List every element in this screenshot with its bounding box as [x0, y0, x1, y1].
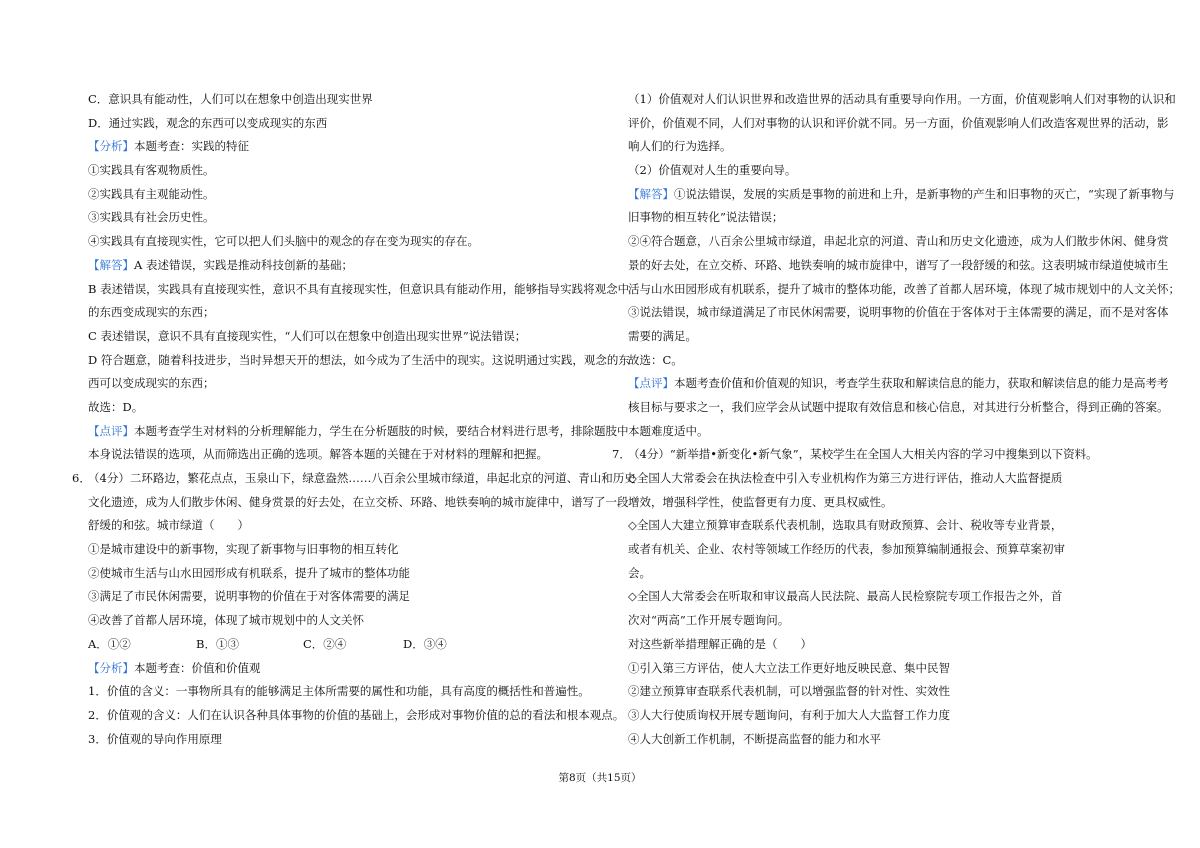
answer-tag: 【解答】 [88, 257, 134, 272]
question-6-analysis-text: 本题考查：价值和价值观 [134, 660, 261, 675]
right-line-9: 活与山水田园形成有机联系，提升了城市的整体功能，改善了首都人居环境，体现了城市规划中的人文关怀； [628, 281, 1180, 296]
question-6-statement-2: ②使城市生活与山水田园形成有机联系，提升了城市的整体功能 [88, 565, 410, 580]
right-line-14: 核目标与要求之一，我们应学会从试题中提取有效信息和核心信息，对其进行分析整合，得到正确的答案。 [628, 399, 1169, 414]
answer-b-1: B 表述错误，实践具有直接现实性，意识不具有直接现实性，但意识具有能动作用，能够指导实践将观念中 [88, 281, 630, 296]
question-6-line-1 [72, 467, 636, 491]
review-tag-2: 【点评】 [628, 376, 674, 391]
value-view-guide: 3．价值观的导向作用原理 [88, 731, 222, 746]
page-footer: 第8页（共15页） [558, 772, 642, 784]
right-line-15: 本题难度适中。 [628, 423, 709, 438]
question-7-statement-2: ②建立预算审查联系代表机制，可以增强监督的针对性、实效性 [628, 684, 950, 699]
question-6-stem-1: （4分）二环路边，繁花点点，玉泉山下，绿意盎然……八百余公里城市绿道，串起北京的河道、青山和历史 [88, 471, 636, 485]
question-7-stem: （4分）“新举措•新变化•新气象”，某校学生在全国人大相关内容的学习中搜集到以下资料。 [628, 447, 1098, 462]
question-6-statement-4: ④改善了首都人居环境，体现了城市规划中的人文关怀 [88, 613, 364, 628]
question-6-statement-3: ③满足了市民休闲需要，说明事物的价值在于对客体需要的满足 [88, 589, 410, 604]
right-review-line [612, 372, 1169, 396]
option-c-choice: C．②④ [303, 636, 347, 651]
material-2c: 会。 [628, 565, 651, 580]
right-line-11: 需要的满足。 [628, 328, 697, 343]
right-line-1: （1）价值观对人们认识世界和改造世界的活动具有重要导向作用。一方面，价值观影响人们对事物的认识和 [628, 92, 1176, 106]
material-2b: 或者有机关、企业、农村等领域工作经历的代表，参加预算编制通报会、预算草案初审 [628, 542, 1065, 557]
question-7-number: 7． [612, 447, 631, 462]
answer-d-2: 西可以变成现实的东西； [88, 376, 215, 391]
option-a: A．①② [88, 636, 131, 651]
right-line-2: 评价，价值观不同，人们对事物的认识和评价就不同。另一方面，价值观影响人们改造客观世界的活动，影 [628, 115, 1169, 130]
analysis-text: 本题考查：实践的特征 [134, 139, 249, 154]
review-tag: 【点评】 [88, 423, 134, 438]
answer-a: A 表述错误，实践是推动科技创新的基础； [134, 257, 353, 272]
question-6-stem-3: 舒缓的和弦。城市绿道（ ） [88, 518, 249, 533]
question-6-options [72, 633, 592, 657]
right-line-4: （2）价值观对人生的重要向导。 [628, 163, 797, 178]
answer-line [72, 254, 592, 278]
right-line-5: ①说法错误，发展的实质是事物的前进和上升，是新事物的产生和旧事物的灭亡，“实现了新事物与 [674, 186, 1175, 201]
question-7-statement-4: ④人大创新工作机制，不断提高监督的能力和水平 [628, 731, 881, 746]
answer-c: C 表述错误，意识不具有直接现实性，“人们可以在想象中创造出现实世界”说法错误； [88, 328, 527, 343]
question-7-statement-3: ③人大行使质询权开展专题询问，有利于加大人大监督工作力度 [628, 707, 950, 722]
question-7-line-1 [612, 443, 1132, 467]
option-d-choice: D．③④ [403, 636, 447, 651]
material-3b: 次对“两高”工作开展专题询问。 [628, 613, 790, 628]
analysis-point-3: ③实践具有社会历史性。 [88, 210, 215, 225]
option-b: B．①③ [196, 636, 239, 651]
question-7-statement-1: ①引入第三方评估，使人大立法工作更好地反映民意、集中民智 [628, 660, 950, 675]
analysis-tag-2: 【分析】 [88, 660, 134, 675]
choose-line: 故选：D。 [88, 399, 144, 414]
question-6-stem-2: 文化遗迹，成为人们散步休闲、健身赏景的好去处，在立交桥、环路、地铁奏响的城市旋律中，谱写了一段 [88, 494, 629, 509]
analysis-point-2: ②实践具有主观能动性。 [88, 186, 215, 201]
value-definition: 1．价值的含义：一事物所具有的能够满足主体所需要的属性和功能，具有高度的概括性和普遍性。 [88, 684, 590, 699]
review-text-1: 本题考查学生对材料的分析理解能力，学生在分析题肢的时候，要结合材料进行思考，排除题肢中 [134, 423, 629, 438]
value-view-definition: 2．价值观的含义：人们在认识各种具体事物的价值的基础上，会形成对事物价值的总的看法和根本观点。 [88, 707, 625, 722]
right-line-10: ③说法错误，城市绿道满足了市民休闲需要，说明事物的价值在于客体对于主体需要的满足，而不是对客体 [628, 305, 1169, 320]
right-line-6: 旧事物的相互转化”说法错误； [628, 210, 784, 225]
analysis-point-1: ①实践具有客观物质性。 [88, 163, 215, 178]
analysis-line [72, 135, 592, 159]
right-answer-line [612, 183, 1175, 207]
question-6-analysis-line [72, 657, 592, 681]
material-1a: ◇全国人大常委会在执法检查中引入专业机构作为第三方进行评估，推动人大监督提质 [628, 471, 1063, 485]
right-line-13: 本题考查价值和价值观的知识，考查学生获取和解读信息的能力，获取和解读信息的能力是高考考 [674, 376, 1169, 391]
material-2a: ◇全国人大建立预算审查联系代表机制，选取具有财政预算、会计、税收等专业背景， [628, 518, 1063, 533]
left-column [72, 88, 636, 751]
question-6-number: 6． [72, 471, 91, 485]
analysis-tag: 【分析】 [88, 139, 134, 154]
question-7-ask: 对这些新举措理解正确的是（ ） [628, 636, 812, 651]
analysis-point-4: ④实践具有直接现实性，它可以把人们头脑中的观念的存在变为现实的存在。 [88, 234, 479, 249]
question-6-statement-1: ①是城市建设中的新事物，实现了新事物与旧事物的相互转化 [88, 542, 399, 557]
right-choose-line: 故选：C。 [628, 352, 683, 367]
right-line-3: 响人们的行为选择。 [628, 139, 732, 154]
right-column [612, 88, 1180, 751]
answer-b-2: 的东西变成现实的东西； [88, 305, 215, 320]
review-text-2: 本身说法错误的选项，从而筛选出正确的选项。解答本题的关键在于对材料的理解和把握。 [88, 447, 548, 462]
material-1b: 增效，增强科学性，使监督更有力度、更具权威性。 [628, 494, 893, 509]
right-line-8: 景的好去处，在立交桥、环路、地铁奏响的城市旋律中，谱写了一段舒缓的和弦。这表明城市绿道使城市生 [628, 257, 1169, 272]
answer-tag-2: 【解答】 [628, 186, 674, 201]
option-d: D．通过实践，观念的东西可以变成现实的东西 [88, 115, 328, 130]
answer-d-1: D 符合题意，随着科技进步，当时异想天开的想法，如今成为了生活中的现实。这说明通过实践，观念的东 [88, 352, 630, 367]
review-line [72, 420, 629, 444]
material-3a: ◇全国人大常委会在听取和审议最高人民法院、最高人民检察院专项工作报告之外，首 [628, 589, 1063, 604]
option-c: C．意识具有能动性，人们可以在想象中创造出现实世界 [88, 92, 373, 106]
right-line-7: ②④符合题意，八百余公里城市绿道，串起北京的河道、青山和历史文化遗迹，成为人们散步休闲、健身赏 [628, 234, 1169, 249]
